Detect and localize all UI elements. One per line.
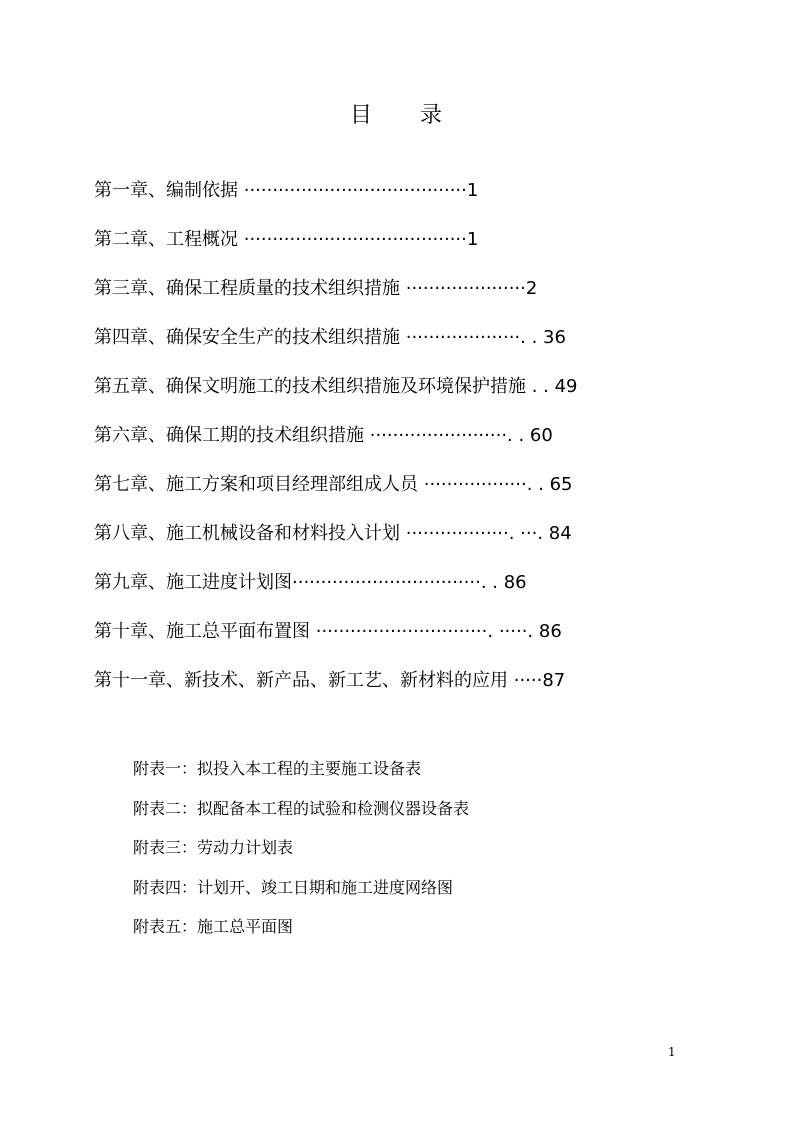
toc-entry-chapter-10: 第十章、施工总平面布置图 ······························. ·····. 86	[94, 621, 562, 642]
page-title	[0, 98, 794, 129]
toc-entry-chapter-8: 第八章、施工机械设备和材料投入计划 ··················. ···. 84	[94, 523, 572, 544]
toc-entry-chapter-9: 第九章、施工进度计划图·································. . 86	[94, 572, 527, 593]
appendix-item-5: 附表五：施工总平面图	[133, 917, 294, 936]
appendix-item-4: 附表四：计划开、竣工日期和施工进度网络图	[133, 877, 454, 897]
toc-entry-chapter-4: 第四章、确保安全生产的技术组织措施 ····················. . 36	[94, 327, 566, 348]
appendix-list	[133, 757, 653, 955]
table-of-contents	[94, 177, 654, 716]
toc-entry-chapter-6: 第六章、确保工期的技术组织措施 ························. . 60	[94, 425, 553, 446]
toc-entry-chapter-3: 第三章、确保工程质量的技术组织措施 ·····················2	[94, 278, 538, 299]
appendix-item-2: 附表二：拟配备本工程的试验和检测仪器设备表	[133, 798, 470, 818]
title-char-2: 录	[420, 103, 445, 128]
appendix-item-3: 附表三：劳动力计划表	[133, 838, 294, 857]
toc-entry-chapter-7: 第七章、施工方案和项目经理部组成人员 ··················. . 65	[94, 474, 573, 495]
toc-entry-chapter-2: 第二章、工程概况 ·······································1	[94, 229, 479, 250]
page-number: 1	[668, 1045, 676, 1059]
title-char-1: 目	[349, 103, 374, 128]
toc-entry-chapter-1: 第一章、编制依据 ·······································1	[94, 180, 479, 201]
appendix-item-1: 附表一：拟投入本工程的主要施工设备表	[133, 759, 422, 778]
toc-entry-chapter-5: 第五章、确保文明施工的技术组织措施及环境保护措施 . . 49	[94, 376, 578, 397]
toc-entry-chapter-11: 第十一章、新技术、新产品、新工艺、新材料的应用 ·····87	[94, 670, 566, 691]
